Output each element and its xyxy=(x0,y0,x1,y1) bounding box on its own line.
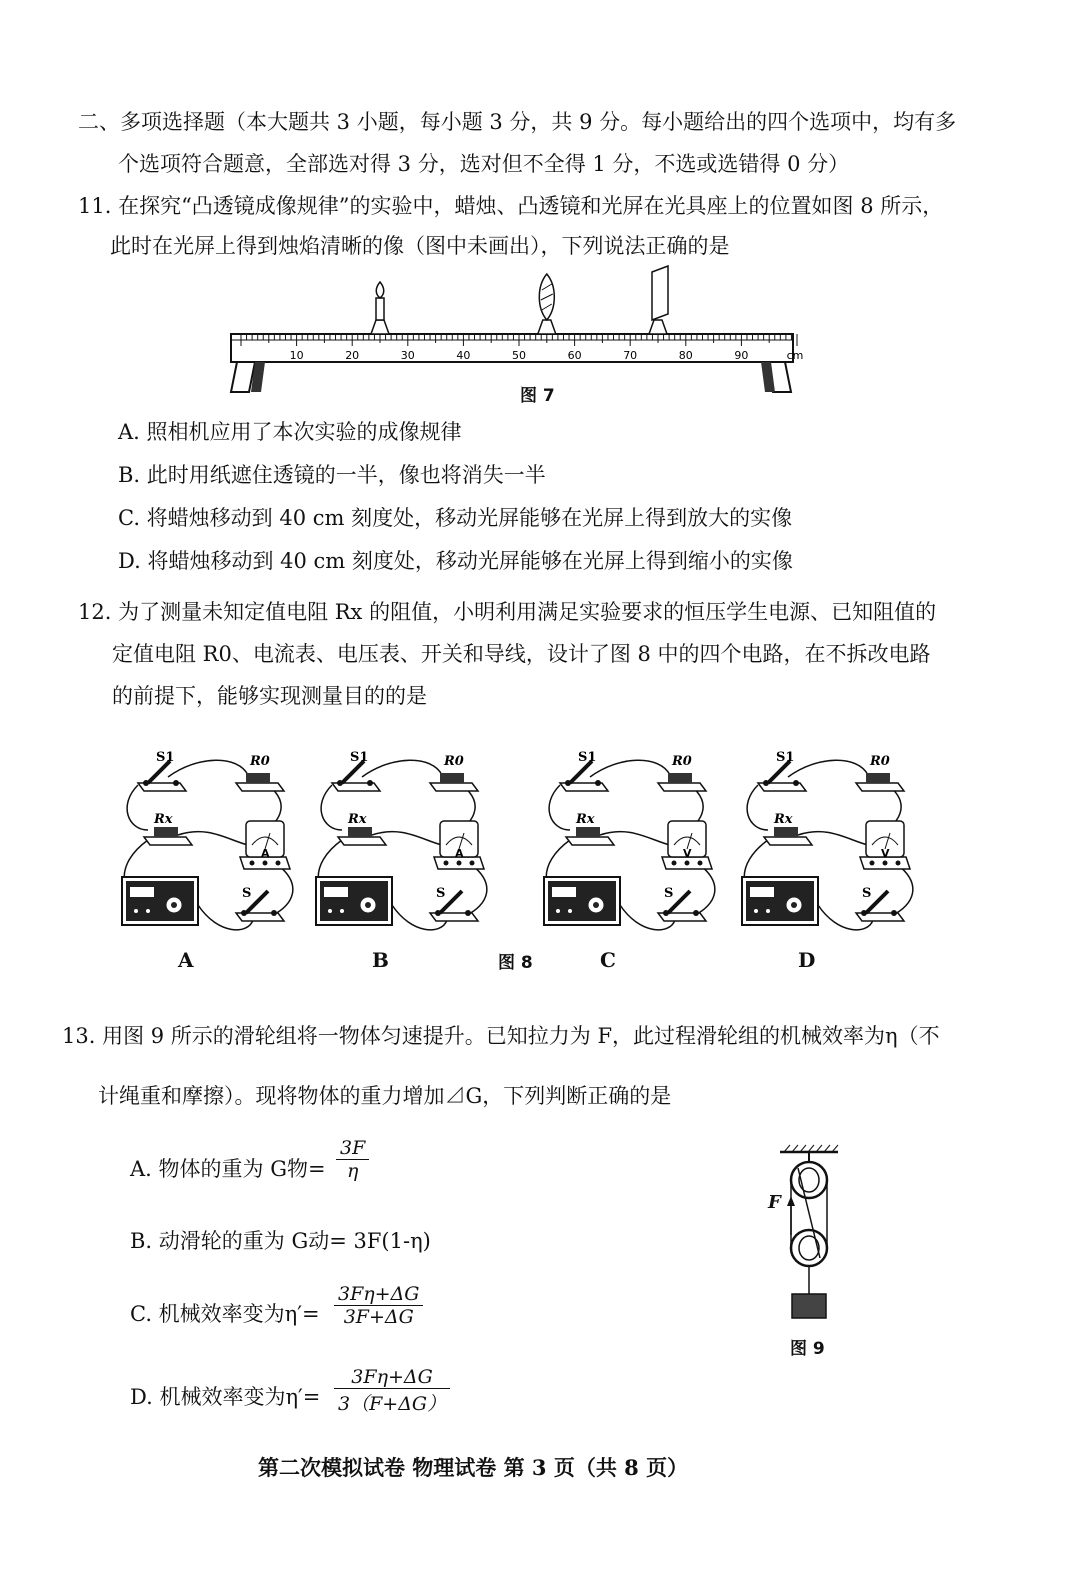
switch-s1 xyxy=(138,761,186,791)
circuit-b xyxy=(312,745,492,945)
circuit-label: A xyxy=(178,948,194,972)
meter xyxy=(662,821,712,869)
ruler-label: 80 xyxy=(678,349,693,362)
q11-option-b: B. 此时用纸遮住透镜的一半，像也将消失一半 xyxy=(118,463,546,487)
light-screen xyxy=(649,266,668,334)
switch-s1 xyxy=(758,761,806,791)
q13-option-d-fraction xyxy=(334,1366,450,1416)
switch-s1 xyxy=(560,761,608,791)
q11-option-d: D. 将蜡烛移动到 40 cm 刻度处，移动光屏能够在光屏上得到缩小的实像 xyxy=(118,549,793,573)
q11-option-c: C. 将蜡烛移动到 40 cm 刻度处，移动光屏能够在光屏上得到放大的实像 xyxy=(118,506,793,530)
label-r0: R0 xyxy=(250,754,270,769)
section-heading-line1: 二、多项选择题（本大题共 3 小题，每小题 3 分，共 9 分。每小题给出的四个选项中，均有多 xyxy=(78,110,957,134)
label-r0: R0 xyxy=(444,754,464,769)
ruler-label: 60 xyxy=(567,349,582,362)
q11-stem-line1: 11. 在探究“凸透镜成像规律”的实验中，蜡烛、凸透镜和光屏在光具座上的位置如图 8 所示， xyxy=(78,194,944,218)
figure-9-caption: 图 9 xyxy=(790,1339,825,1359)
label-rx: Rx xyxy=(154,812,173,827)
q13-option-c-fraction xyxy=(334,1283,423,1328)
meter xyxy=(860,821,910,869)
resistor-r0 xyxy=(430,773,478,791)
resistor-r0 xyxy=(658,773,706,791)
resistor-rx xyxy=(338,827,386,845)
q13-option-a-numerator: 3F xyxy=(340,1137,366,1159)
resistor-rx xyxy=(144,827,192,845)
convex-lens xyxy=(538,274,556,334)
q12-stem-line1: 12. 为了测量未知定值电阻 Rx 的阻值，小明利用满足实验要求的恒压学生电源、已知阻值的 xyxy=(78,600,937,624)
ruler-label: 70 xyxy=(623,349,638,362)
switch-s1 xyxy=(332,761,380,791)
q13-option-c-numerator: 3Fη+ΔG xyxy=(338,1283,420,1305)
power-supply xyxy=(122,877,198,925)
ruler-label: 20 xyxy=(345,349,360,362)
section-heading-line2: 个选项符合题意，全部选对得 3 分，选对但不全得 1 分，不选或选错得 0 分） xyxy=(118,152,850,176)
circuit-label: D xyxy=(798,948,816,972)
meter xyxy=(434,821,484,869)
label-s: S xyxy=(664,886,674,901)
q13-stem-line1: 13. 用图 9 所示的滑轮组将一物体匀速提升。已知拉力为 F，此过程滑轮组的机械效率为η（不 xyxy=(62,1024,940,1048)
hanging-block xyxy=(792,1294,826,1318)
q13-option-a-prefix: A. 物体的重为 G物= xyxy=(130,1157,326,1181)
ruler-label: 90 xyxy=(734,349,749,362)
meter-symbol: A xyxy=(455,847,464,860)
ruler-label: 30 xyxy=(400,349,415,362)
ruler-label: 40 xyxy=(456,349,471,362)
label-r0: R0 xyxy=(870,754,890,769)
ruler-label: 10 xyxy=(289,349,304,362)
q13-option-c-denominator: 3F+ΔG xyxy=(334,1305,423,1328)
meter-symbol: A xyxy=(261,847,270,860)
resistor-rx xyxy=(566,827,614,845)
resistor-rx xyxy=(764,827,812,845)
label-rx: Rx xyxy=(348,812,367,827)
ruler-label: cm xyxy=(786,349,804,362)
q13-option-c-prefix: C. 机械效率变为η′= xyxy=(130,1302,320,1326)
label-s1: S1 xyxy=(350,750,369,765)
label-s1: S1 xyxy=(578,750,597,765)
power-supply xyxy=(544,877,620,925)
label-s1: S1 xyxy=(156,750,175,765)
circuit-label: B xyxy=(372,948,389,972)
q13-option-b: B. 动滑轮的重为 G动= 3F(1-η) xyxy=(130,1229,431,1253)
q13-option-d-numerator: 3Fη+ΔG xyxy=(351,1366,433,1388)
power-supply xyxy=(316,877,392,925)
ruler-label: 50 xyxy=(512,349,526,362)
label-s: S xyxy=(436,886,446,901)
q11-option-a: A. 照相机应用了本次实验的成像规律 xyxy=(118,420,462,444)
circuit-a xyxy=(118,745,298,945)
optical-bench-figure xyxy=(225,262,805,402)
page-footer: 第二次模拟试卷 物理试卷 第 3 页（共 8 页） xyxy=(258,1455,689,1480)
figure-7-caption: 图 7 xyxy=(520,386,555,406)
q13-option-a-fraction xyxy=(336,1137,369,1182)
q13-option-d-denominator: 3（F+ΔG） xyxy=(334,1388,450,1416)
figure-8-caption: 图 8 xyxy=(498,953,533,973)
label-s1: S1 xyxy=(776,750,795,765)
q12-stem-line3: 的前提下，能够实现测量目的的是 xyxy=(112,684,427,708)
circuit-label: C xyxy=(600,948,616,972)
pulley-figure xyxy=(760,1140,850,1330)
label-rx: Rx xyxy=(576,812,595,827)
meter xyxy=(240,821,290,869)
q11-stem-line2: 此时在光屏上得到烛焰清晰的像（图中未画出），下列说法正确的是 xyxy=(110,234,730,258)
force-label: F xyxy=(768,1192,781,1213)
q12-stem-line2: 定值电阻 R0、电流表、电压表、开关和导线，设计了图 8 中的四个电路，在不拆改电路 xyxy=(112,642,931,666)
power-supply xyxy=(742,877,818,925)
label-rx: Rx xyxy=(774,812,793,827)
label-s: S xyxy=(242,886,252,901)
meter-symbol: V xyxy=(881,847,890,860)
label-s: S xyxy=(862,886,872,901)
q13-option-d-prefix: D. 机械效率变为η′= xyxy=(130,1385,321,1409)
circuit-d xyxy=(738,745,918,945)
candle xyxy=(371,282,389,334)
resistor-r0 xyxy=(236,773,284,791)
circuit-c xyxy=(540,745,720,945)
q13-stem-line2: 计绳重和摩擦）。现将物体的重力增加⊿G，下列判断正确的是 xyxy=(98,1084,672,1108)
q13-option-a-denominator: η xyxy=(336,1159,369,1182)
resistor-r0 xyxy=(856,773,904,791)
label-r0: R0 xyxy=(672,754,692,769)
meter-symbol: V xyxy=(683,847,692,860)
